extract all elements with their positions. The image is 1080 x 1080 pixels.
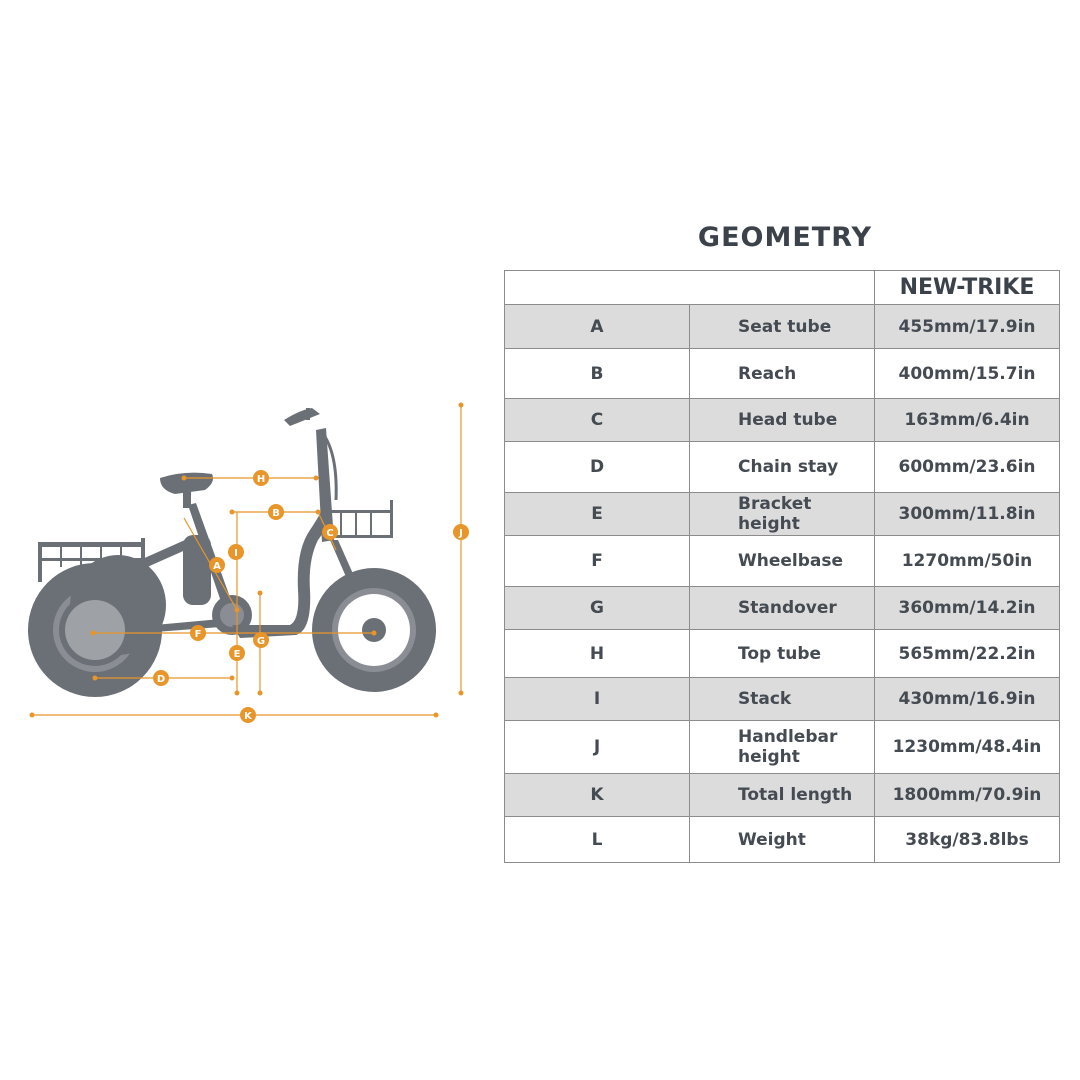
svg-text:C: C [326,528,334,539]
row-value: 38kg/83.8lbs [875,817,1060,863]
page-title: GEOMETRY [697,222,873,253]
row-name: Standover [690,587,875,630]
row-name: Top tube [690,630,875,678]
table-row [505,399,1060,442]
row-letter: E [505,493,690,536]
row-value: 1230mm/48.4in [875,721,1060,774]
svg-text:I: I [234,548,238,559]
row-name: Weight [690,817,875,863]
row-value: 455mm/17.9in [875,305,1060,349]
svg-text:D: D [156,674,166,685]
geometry-table [504,270,1060,863]
row-value: 400mm/15.7in [875,349,1060,399]
row-name: Wheelbase [690,536,875,587]
row-value: 163mm/6.4in [875,399,1060,442]
row-name: Head tube [690,399,875,442]
row-name: Handlebar height [690,721,875,774]
row-value: 565mm/22.2in [875,630,1060,678]
row-letter: H [505,630,690,678]
row-name: Reach [690,349,875,399]
row-letter: D [505,442,690,493]
svg-text:J: J [459,528,463,539]
svg-text:K: K [244,711,252,722]
row-name: Chain stay [690,442,875,493]
row-name: Seat tube [690,305,875,349]
table-row [505,493,1060,536]
row-name: Total length [690,774,875,817]
svg-text:H: H [256,474,266,485]
table-row [505,442,1060,493]
row-letter: C [505,399,690,442]
row-name: Stack [690,678,875,721]
row-letter: F [505,536,690,587]
trike-silhouette-icon [0,390,490,730]
row-letter: G [505,587,690,630]
row-letter: L [505,817,690,863]
table-row [505,536,1060,587]
row-letter: I [505,678,690,721]
row-name: Bracket height [690,493,875,536]
row-letter: J [505,721,690,774]
table-row [505,678,1060,721]
row-value: 300mm/11.8in [875,493,1060,536]
svg-text:A: A [213,561,221,572]
row-value: 430mm/16.9in [875,678,1060,721]
row-value: 360mm/14.2in [875,587,1060,630]
trike-geometry-diagram [0,390,490,730]
svg-text:E: E [233,649,241,660]
table-row [505,630,1060,678]
row-letter: K [505,774,690,817]
row-letter: A [505,305,690,349]
table-header-row [505,271,1060,305]
table-row [505,721,1060,774]
row-value: 1270mm/50in [875,536,1060,587]
table-row [505,349,1060,399]
svg-text:B: B [272,508,280,519]
row-letter: B [505,349,690,399]
svg-text:G: G [256,636,266,647]
header-blank-cell [505,271,875,305]
row-value: 1800mm/70.9in [875,774,1060,817]
table-row [505,817,1060,863]
row-value: 600mm/23.6in [875,442,1060,493]
table-row [505,587,1060,630]
table-row [505,305,1060,349]
model-header: NEW-TRIKE [875,271,1060,305]
svg-text:F: F [194,629,202,640]
table-row [505,774,1060,817]
